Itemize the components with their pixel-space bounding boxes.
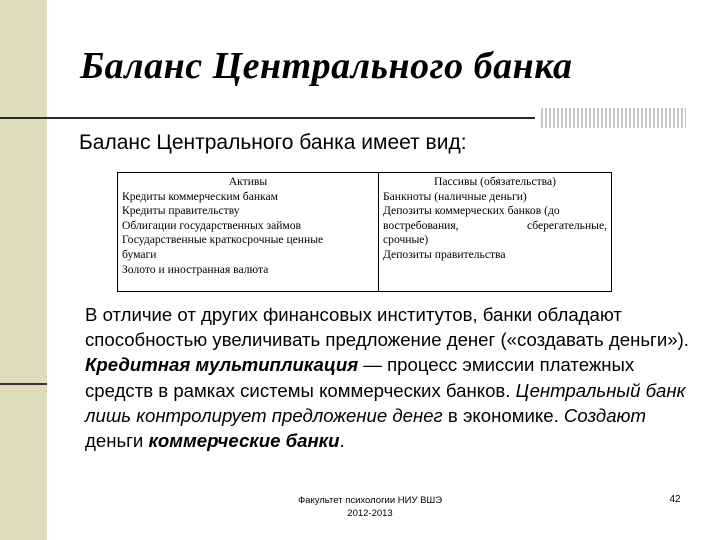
assets-row: Кредиты коммерческим банкам	[122, 189, 278, 203]
central-bank-statement: Центральный банк лишь контролирует предложение денег	[85, 379, 686, 426]
page-number: 42	[669, 494, 681, 505]
footer-years: 2012-2013	[347, 508, 393, 519]
liabilities-word: сберегательные,	[526, 218, 607, 232]
liabilities-row: срочные)	[383, 233, 429, 247]
checker-pattern-decoration	[541, 108, 686, 128]
liabilities-row	[383, 219, 607, 234]
commercial-banks-term: коммерческие банки	[148, 430, 340, 452]
liabilities-header: Пассивы (обязательства)	[433, 175, 557, 188]
body-text-span: — процесс эмиссии платежных средств в рамках системы коммерческих банков.	[85, 354, 635, 401]
intro-text: Баланс Центрального банка имеет вид:	[79, 131, 467, 154]
balance-table	[117, 172, 612, 292]
create-word: Создают	[563, 404, 647, 426]
liabilities-word: востребования,	[383, 218, 459, 232]
assets-column	[118, 173, 379, 291]
liabilities-row: Депозиты правительства	[383, 247, 506, 261]
footer-faculty: Факультет психологии НИУ ВШЭ	[297, 495, 443, 506]
body-text-span: в экономике.	[442, 404, 564, 426]
liabilities-column	[379, 173, 611, 291]
assets-row: Облигации государственных займов	[122, 218, 302, 232]
body-text-span: деньги	[85, 430, 149, 452]
liabilities-row: Депозиты коммерческих банков (до	[383, 204, 560, 218]
assets-row: Золото и иностранная валюта	[122, 262, 269, 276]
assets-row: Государственные краткосрочные ценные	[122, 233, 324, 247]
assets-header: Активы	[228, 175, 268, 188]
left-accent-line	[0, 383, 47, 385]
assets-row: Кредиты правительству	[122, 204, 240, 218]
title-divider	[0, 117, 535, 119]
assets-row: бумаги	[122, 247, 157, 261]
page-title: Баланс Центрального банка	[80, 45, 573, 87]
body-paragraph	[85, 302, 695, 453]
left-decorative-band	[0, 0, 47, 540]
slide-footer	[280, 494, 460, 520]
body-text-span: .	[339, 430, 345, 452]
liabilities-row: Банкноты (наличные деньги)	[383, 189, 527, 203]
body-text-span: В отличие от других финансовых институтов, банки обладают способностью увеличивать предложение денег («создавать деньги»).	[85, 304, 689, 351]
credit-multiplication-term: Кредитная мультипликация	[85, 354, 359, 376]
